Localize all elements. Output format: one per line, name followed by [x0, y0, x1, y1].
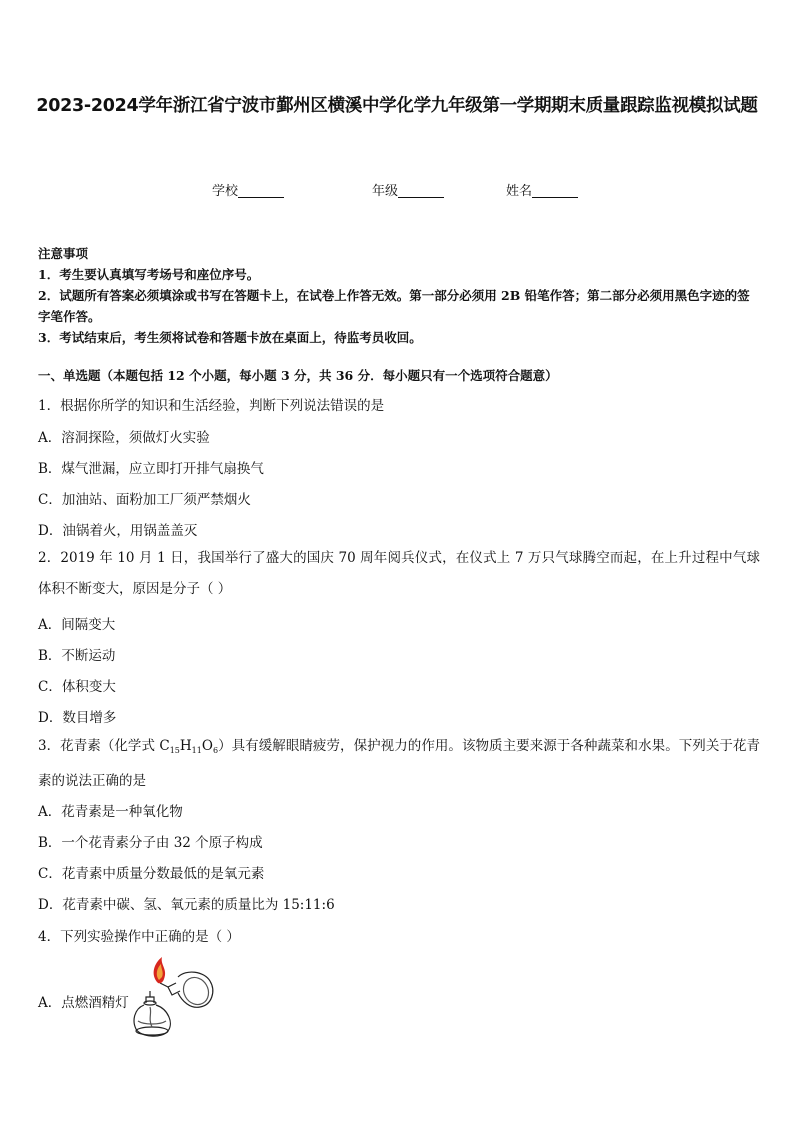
notice-item-2: 2．试题所有答案必须填涂或书写在答题卡上，在试卷上作答无效。第一部分必须用 2B 铅笔作答；第二部分必须用黑色字迹的签字笔作答。	[38, 288, 750, 324]
q1-option-b: B．煤气泄漏，应立即打开排气扇换气	[38, 461, 264, 477]
q4-stem: 4．下列实验操作中正确的是（ ）	[38, 929, 240, 945]
school-field: 学校	[212, 180, 284, 199]
grade-blank	[398, 183, 444, 198]
alcohol-lamp-illustration	[128, 955, 220, 1043]
q2-option-b: B．不断运动	[38, 648, 116, 664]
q1-option-d: D．油锅着火，用锅盖盖灭	[38, 523, 198, 539]
exam-title: 2023-2024学年浙江省宁波市鄞州区横溪中学化学九年级第一学期期末质量跟踪监视模拟试题	[36, 96, 758, 116]
q2-option-a: A．间隔变大	[38, 617, 116, 633]
q1-option-c: C．加油站、面粉加工厂须严禁烟火	[38, 492, 251, 508]
q4-option-a: A．点燃酒精灯	[38, 995, 129, 1011]
school-blank	[238, 183, 284, 198]
q3-option-d: D．花青素中碳、氢、氧元素的质量比为 15:11:6	[38, 897, 335, 913]
q3-option-c: C．花青素中质量分数最低的是氧元素	[38, 866, 265, 882]
q1-option-a: A．溶洞探险，须做灯火实验	[38, 430, 210, 446]
q3-option-b: B．一个花青素分子由 32 个原子构成	[38, 835, 263, 851]
q3-option-a: A．花青素是一种氧化物	[38, 804, 183, 820]
q1-stem: 1．根据你所学的知识和生活经验，判断下列说法错误的是	[38, 398, 385, 414]
student-info-row	[0, 180, 794, 202]
name-blank	[532, 183, 578, 198]
name-field: 姓名	[506, 180, 578, 199]
q2-stem: 2．2019 年 10 月 1 日，我国举行了盛大的国庆 70 周年阅兵仪式，在仪式上 7 万只气球腾空而起，在上升过程中气球体积不断变大，原因是分子（ ）	[38, 550, 760, 597]
notice-item-1: 1．考生要认真填写考场号和座位序号。	[38, 267, 260, 282]
notice-heading: 注意事项	[38, 246, 89, 261]
notice-item-3: 3．考试结束后，考生须将试卷和答题卡放在桌面上，待监考员收回。	[38, 330, 422, 345]
q3-stem: 3．花青素（化学式 $C_{15}H_{11}O_6$）具有缓解眼睛疲劳，保护视力的作用。该物质主要来源于各种蔬菜和水果。下列关于花青素的说法正确的是	[38, 738, 760, 789]
q2-option-d: D．数目增多	[38, 710, 117, 726]
grade-field: 年级	[372, 180, 444, 199]
notice-block	[38, 243, 758, 348]
q2-option-c: C．体积变大	[38, 679, 116, 695]
section-heading: 一、单选题（本题包括 12 个小题，每小题 3 分，共 36 分．每小题只有一个选项符合题意）	[38, 368, 558, 383]
